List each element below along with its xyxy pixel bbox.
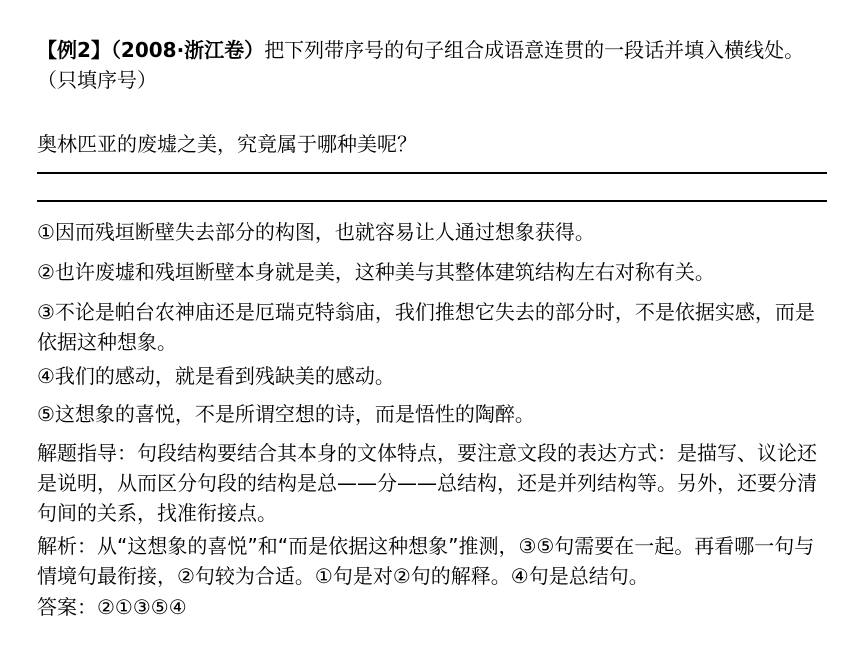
sentence-2: ②也许废墟和残垣断壁本身就是美，这种美与其整体建筑结构左右对称有关。 <box>37 260 715 284</box>
question-heading <box>37 35 829 95</box>
sentence-1: ①因而残垣断壁失去部分的构图，也就容易让人通过想象获得。 <box>37 220 595 244</box>
question-source: （2008·浙江卷） <box>110 38 265 62</box>
guidance-text: 解题指导：句段结构要结合其本身的文体特点，要注意文段的表达方式：是描写、议论还是说明，从而区分句段的结构是总——分——总结构，还是并列结构等。另外，还要分清句间的关系，找准衔接点。 <box>37 441 817 525</box>
answer-blank-line-1 <box>37 172 827 174</box>
question-label: 【例2】 <box>37 38 111 62</box>
sentence-3: ③不论是帕台农神庙还是厄瑞克特翁庙，我们推想它失去的部分时，不是依据实感，而是依据这种想象。 <box>37 300 815 354</box>
sentence-5: ⑤这想象的喜悦，不是所谓空想的诗，而是悟性的陶醉。 <box>37 402 535 426</box>
question-prompt: 把下列带序号的句子组合成语意连贯的一段话并填入横线处。（只填序号） <box>37 38 805 92</box>
question-stem: 奥林匹亚的废墟之美，究竟属于哪种美呢？ <box>37 132 417 156</box>
answer-blank-line-2 <box>37 200 827 202</box>
analysis-text: 解析：从“这想象的喜悦”和“而是依据这种想象”推测，③⑤句需要在一起。再看哪一句与情境句最衔接，②句较为合适。①句是对②句的解释。④句是总结句。 <box>37 534 815 588</box>
answer-text: 答案：②①③⑤④ <box>37 595 187 619</box>
sentence-4: ④我们的感动，就是看到残缺美的感动。 <box>37 364 395 388</box>
